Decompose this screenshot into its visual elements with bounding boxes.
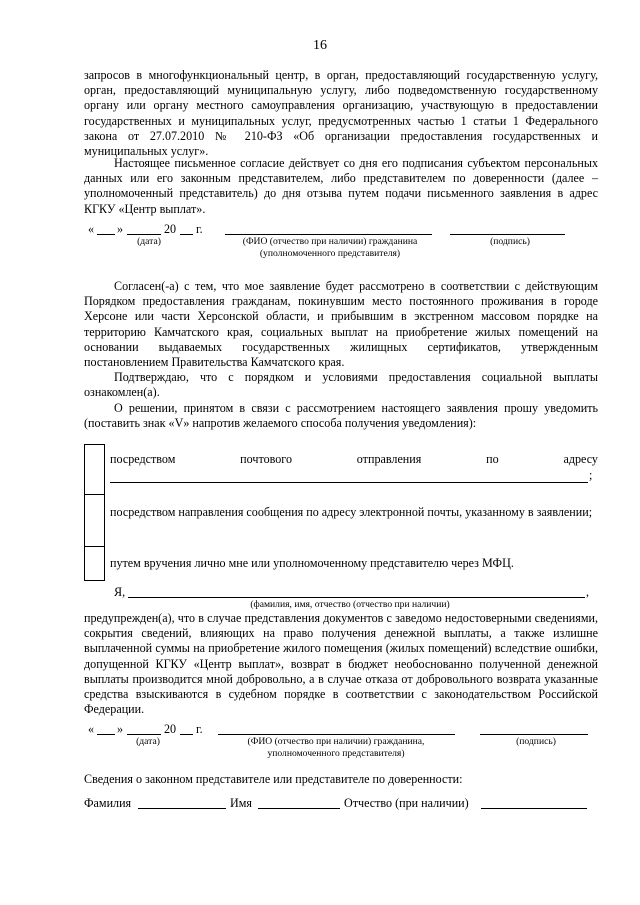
post-semicolon: ; — [589, 468, 593, 482]
fio-line[interactable] — [225, 234, 432, 235]
paragraph-notification-request: О решении, принятом в связи с рассмотрением настоящего заявления прошу уведомить (поставить знак «V» напротив желаемого способа получения уведомления): — [84, 401, 598, 431]
applicant-fio-line[interactable] — [128, 597, 585, 598]
date-open-quote: « — [88, 722, 95, 736]
fio-caption-line1: (ФИО (отчество при наличии) гражданина — [242, 236, 418, 247]
representative-heading: Сведения о законном представителе или представителе по доверенности: — [84, 772, 463, 786]
signature-line[interactable] — [480, 734, 588, 735]
paragraph-consent-validity: Настоящее письменное согласие действует со дня его подписания субъектом персональных данных или его законным представителем, либо представителем по доверенности (далее – уполномоченный представитель) до дня отзыва путем подачи письменного заявления в адрес КГКУ «Центр выплат». — [84, 156, 598, 216]
checkbox-mfc[interactable] — [84, 546, 105, 581]
option-mfc-label: путем вручения лично мне или уполномоченному представителю через МФЦ. — [110, 556, 514, 570]
option-email-label: посредством направления сообщения по адресу электронной почты, указанному в заявлении; — [110, 505, 593, 519]
date-close-quote: » — [117, 722, 124, 736]
fio-line[interactable] — [218, 734, 455, 735]
date-day-line[interactable] — [97, 234, 115, 235]
date-caption: (дата) — [136, 736, 160, 747]
patronymic-label: Отчество (при наличии) — [344, 796, 469, 810]
fio-caption-line2: (уполномоченного представителя) — [259, 248, 401, 259]
date-month-line[interactable] — [127, 234, 161, 235]
checkbox-post[interactable] — [84, 444, 105, 495]
applicant-fio-caption: (фамилия, имя, отчество (отчество при наличии) — [250, 599, 450, 610]
option-post-label: посредством почтового отправления по адресу — [110, 452, 598, 466]
checkbox-email[interactable] — [84, 494, 105, 547]
post-address-line[interactable] — [110, 482, 588, 483]
date-caption: (дата) — [137, 236, 161, 247]
i-label: Я, — [114, 585, 126, 599]
fio-caption-line1: (ФИО (отчество при наличии) гражданина, — [247, 736, 425, 747]
statement-comma: , — [586, 585, 590, 599]
name-label: Имя — [230, 796, 252, 810]
surname-field[interactable] — [138, 808, 226, 809]
surname-label: Фамилия — [84, 796, 132, 810]
year-suffix: г. — [196, 222, 203, 236]
date-month-line[interactable] — [127, 734, 161, 735]
date-open-quote: « — [88, 222, 95, 236]
signature-caption: (подпись) — [490, 236, 530, 247]
fio-caption-line2: уполномоченного представителя) — [267, 748, 405, 759]
patronymic-field[interactable] — [481, 808, 587, 809]
date-day-line[interactable] — [97, 734, 115, 735]
paragraph-warning: предупрежден(а), что в случае представления документов с заведомо недостоверными сведениями, сокрытия сведений, влияющих на право получения денежной выплаты, а также излишне выплаченной суммы на приобретение жилого помещения (жилых помещений) вследствие ошибки, допущенной КГКУ «Центр выплат», возврат в бюджет необоснованно полученной денежной выплаты производится мной добровольно, а в случае отказа от добровольного возврата указанные средства взыскиваются в судебном порядке в соответствии с законодательством Российской Федерации. — [84, 611, 598, 717]
year-suffix: г. — [196, 722, 203, 736]
signature-line[interactable] — [450, 234, 565, 235]
paragraph-acknowledgement: Подтверждаю, что с порядком и условиями предоставления социальной выплаты ознакомлен(а). — [84, 370, 598, 400]
page-number: 16 — [313, 38, 327, 53]
year-line[interactable] — [180, 734, 193, 735]
year-prefix: 20 — [164, 722, 177, 736]
year-line[interactable] — [180, 234, 193, 235]
date-close-quote: » — [117, 222, 124, 236]
name-field[interactable] — [258, 808, 340, 809]
year-prefix: 20 — [164, 222, 177, 236]
signature-caption: (подпись) — [516, 736, 556, 747]
paragraph-agreement: Согласен(-а) с тем, что мое заявление будет рассмотрено в соответствии с действующим Порядком предоставления гражданам, покинувшим место постоянного проживания в городе Херсоне или части Херсонской области, и прибывшим в экстренном массовом порядке на территорию Камчатского края, социальных выплат на приобретение жилых помещений на основании выдаваемых государственных жилищных сертификатов, утвержденным постановлением Правительства Камчатского края. — [84, 279, 598, 370]
paragraph-consent-scope: запросов в многофункциональный центр, в орган, предоставляющий государственную услугу, орган, предоставляющий муниципальную услугу, либо подведомственную государственному органу или органу местного самоуправления организацию, участвующую в предоставлении государственных и муниципальных услуг, предусмотренных частью 1 статьи 1 Федерального закона от 27.07.2010 № 210-ФЗ «Об организации предоставления государственных и муниципальных услуг». — [84, 68, 598, 159]
